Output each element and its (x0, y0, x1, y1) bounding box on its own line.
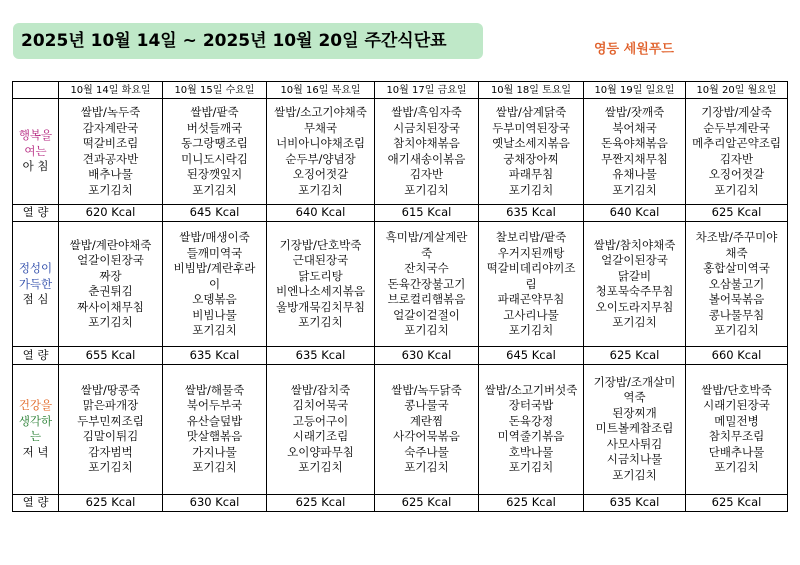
menu-item: 기장밥/단호박죽 (279, 237, 362, 252)
meal-label-line: 생각하 (18, 413, 53, 428)
calorie-value: 625 Kcal (686, 494, 788, 511)
menu-cell (479, 222, 584, 347)
menu-item: 쌀밥/잣깨죽 (604, 105, 665, 119)
menu-item: 북어두부국 (186, 398, 243, 413)
menu-item: 시금치된장국 (393, 120, 460, 135)
menu-item: 장터국밥 (508, 398, 554, 413)
menu-item: 단배추나물 (708, 444, 765, 459)
menu-item: 쌀밥/매생이죽 (179, 230, 250, 245)
menu-item: 오삼불고기 (708, 276, 765, 291)
menu-item: 고사리나물 (503, 307, 559, 322)
calorie-label: 열 량 (13, 494, 59, 511)
menu-item: 쌀밥/소고기야채죽 (274, 105, 367, 119)
company-name: 영등 세원푸드 (594, 42, 674, 57)
menu-item: 포기김치 (404, 182, 449, 197)
menu-item: 포기김치 (714, 460, 759, 475)
menu-item: 떡갈비조림 (82, 136, 139, 150)
menu-item: 근대된장국 (292, 253, 349, 268)
menu-cell (267, 364, 375, 494)
menu-item: 오이양파무침 (287, 444, 354, 459)
menu-item: 쌀밥/잡치죽 (290, 382, 351, 397)
menu-item: 포기김치 (612, 315, 657, 330)
menu-item: 포기김치 (88, 182, 133, 197)
menu-item: 김치어묵국 (292, 398, 349, 413)
dinner-row (13, 364, 788, 494)
menu-item: 춘권튀김 (88, 284, 133, 299)
menu-item: 김자반 (719, 151, 754, 166)
menu-item: 무짠지채무침 (601, 151, 668, 166)
menu-item: 콩나물국 (404, 398, 449, 413)
menu-item: 떡갈비데리야끼조 (486, 261, 576, 276)
menu-item: 두부민찌조림 (77, 413, 144, 428)
lunch-calorie-row (13, 347, 788, 364)
meal-label-line: 가득한 (18, 276, 53, 291)
menu-item: 시금치나물 (606, 452, 663, 467)
menu-item: 비엔나소세지볶음 (276, 284, 365, 299)
menu-item: 쌀밥/팥죽 (190, 105, 239, 119)
calorie-value: 635 Kcal (163, 347, 267, 364)
calorie-value: 625 Kcal (479, 494, 584, 511)
weekly-menu-table (12, 81, 788, 512)
menu-item: 죽 (420, 245, 433, 260)
calorie-value: 645 Kcal (479, 347, 584, 364)
menu-item: 맑은파개장 (82, 398, 139, 413)
menu-cell (163, 364, 267, 494)
menu-item: 돈육강정 (508, 413, 554, 428)
menu-item: 메추리알곤약조림 (692, 136, 781, 150)
day-header: 10월 19일 일요일 (584, 82, 686, 99)
menu-item: 얼갈이겉절이 (393, 307, 460, 322)
breakfast-calorie-row (13, 205, 788, 222)
menu-cell (479, 364, 584, 494)
menu-item: 미니도시락김 (181, 151, 248, 166)
menu-item: 닭갈비 (617, 268, 652, 283)
breakfast-row (13, 99, 788, 205)
menu-item: 콩나물무침 (708, 307, 765, 322)
menu-item: 오징어젓갈 (708, 167, 765, 181)
menu-item: 닭도리탕 (298, 268, 343, 283)
menu-item: 기장밥/조개살미 (593, 374, 676, 389)
meal-label-line: 점 심 (22, 292, 49, 307)
menu-item: 사모사튀김 (606, 436, 663, 451)
menu-item: 얼갈이된장국 (601, 253, 668, 268)
meal-label-line: 건강을 (18, 398, 53, 413)
menu-cell (375, 222, 479, 347)
meal-label-line: 저 녁 (22, 444, 49, 459)
calorie-value: 655 Kcal (59, 347, 163, 364)
menu-item: 돈육야채볶음 (601, 136, 668, 150)
menu-item: 참치무조림 (708, 429, 765, 444)
corner-cell (13, 82, 59, 99)
meal-label-line: 아 침 (22, 159, 49, 174)
menu-cell (479, 99, 584, 205)
menu-item: 쌀밥/참치야채죽 (593, 237, 676, 252)
menu-cell (59, 99, 163, 205)
menu-item: 포기김치 (192, 460, 237, 475)
menu-item: 배추나물 (88, 167, 133, 181)
menu-cell (267, 99, 375, 205)
menu-item: 쌀밥/해물죽 (184, 382, 245, 397)
menu-item: 옛날소세지볶음 (492, 136, 570, 150)
day-header: 10월 15일 수요일 (163, 82, 267, 99)
menu-item: 감자계란국 (82, 120, 139, 135)
menu-item: 김자반 (409, 167, 444, 181)
menu-item: 짜사이채무침 (77, 299, 144, 314)
menu-item: 포기김치 (508, 460, 554, 475)
calorie-value: 640 Kcal (584, 205, 686, 222)
menu-item: 오이도라지무침 (595, 299, 674, 314)
menu-item: 흑미밥/게살계란 (385, 230, 468, 245)
menu-item: 견과공자반 (82, 151, 139, 166)
menu-item: 쌀밥/삼계닭죽 (495, 105, 567, 119)
menu-cell (584, 99, 686, 205)
menu-item: 잔치국수 (404, 261, 449, 276)
menu-item: 포기김치 (404, 460, 449, 475)
menu-item: 우거지된깨탕 (497, 245, 565, 260)
lunch-row (13, 222, 788, 347)
menu-item: 이 (208, 276, 221, 291)
menu-cell (375, 99, 479, 205)
menu-cell (686, 99, 788, 205)
menu-item: 쌀밥/흑임자죽 (391, 105, 462, 119)
day-header: 10월 18일 토요일 (479, 82, 584, 99)
calorie-value: 625 Kcal (686, 205, 788, 222)
menu-item: 동그랑땡조림 (181, 136, 248, 150)
calorie-value: 640 Kcal (267, 205, 375, 222)
menu-item: 쌀밥/녹두죽 (80, 105, 141, 119)
menu-cell (267, 222, 375, 347)
menu-cell (59, 364, 163, 494)
menu-item: 청포묵숙주무침 (595, 284, 674, 299)
dinner-calorie-row (13, 494, 788, 511)
menu-item: 포기김치 (298, 182, 343, 197)
calorie-value: 630 Kcal (163, 494, 267, 511)
calorie-value: 625 Kcal (584, 347, 686, 364)
day-header: 10월 20일 월요일 (686, 82, 788, 99)
menu-item: 비빔나물 (192, 307, 237, 322)
page-title: 2025년 10월 14일 ~ 2025년 10월 20일 주간식단표 (13, 23, 483, 59)
day-header: 10월 17일 금요일 (375, 82, 479, 99)
menu-item: 계란찜 (409, 413, 444, 428)
calorie-label: 열 량 (13, 347, 59, 364)
calorie-value: 630 Kcal (375, 347, 479, 364)
menu-item: 포기김치 (298, 460, 343, 475)
menu-item: 너비아니야채조림 (276, 136, 365, 150)
meal-label-line: 정성이 (18, 261, 53, 276)
menu-item: 파래무침 (508, 167, 554, 181)
calorie-value: 625 Kcal (375, 494, 479, 511)
meal-label-line: 여는 (24, 143, 47, 158)
menu-item: 역죽 (623, 390, 646, 405)
lunch-label (13, 222, 59, 347)
menu-item: 포기김치 (508, 323, 554, 338)
calorie-value: 635 Kcal (479, 205, 584, 222)
calorie-label: 열 량 (13, 205, 59, 222)
menu-cell (584, 222, 686, 347)
menu-cell (59, 222, 163, 347)
calorie-value: 635 Kcal (267, 347, 375, 364)
menu-cell (163, 99, 267, 205)
menu-cell (584, 364, 686, 494)
menu-item: 감자범벅 (88, 444, 133, 459)
menu-item: 가지나물 (192, 444, 237, 459)
menu-item: 쌀밥/소고기버섯죽 (484, 382, 578, 397)
menu-item: 사각어묵볶음 (393, 429, 460, 444)
header-row (13, 82, 788, 99)
menu-item: 된장깻잎지 (186, 167, 243, 181)
menu-item: 오뎅볶음 (192, 292, 237, 307)
menu-item: 애기새송이볶음 (387, 151, 466, 166)
menu-item: 브로컬리햄볶음 (387, 292, 466, 307)
menu-cell (686, 364, 788, 494)
menu-item: 채죽 (725, 245, 748, 260)
day-header: 10월 14일 화요일 (59, 82, 163, 99)
menu-item: 울방개묵김치무침 (276, 299, 365, 314)
calorie-value: 660 Kcal (686, 347, 788, 364)
menu-item: 비빔밥/계란후라 (173, 261, 256, 276)
menu-item: 호박나물 (508, 444, 554, 459)
menu-item: 쌀밥/계란야채죽 (69, 237, 152, 252)
menu-item: 순두부계란국 (703, 120, 770, 135)
menu-item: 포기김치 (192, 182, 237, 197)
menu-item: 두부미역된장국 (492, 120, 570, 135)
menu-item: 김말이튀김 (82, 429, 139, 444)
menu-item: 무채국 (303, 120, 338, 135)
menu-cell (163, 222, 267, 347)
menu-item: 시래기된장국 (703, 398, 770, 413)
menu-item: 포기김치 (508, 182, 554, 197)
menu-item: 파래곤약무침 (497, 292, 565, 307)
meal-label-line: 는 (29, 429, 42, 444)
menu-item: 홍합살미역국 (703, 261, 770, 276)
menu-item: 참치야채볶음 (393, 136, 460, 150)
menu-item: 찰보리밥/팥죽 (495, 230, 567, 245)
calorie-value: 625 Kcal (267, 494, 375, 511)
breakfast-label (13, 99, 59, 205)
menu-item: 돈육간장불고기 (387, 276, 466, 291)
menu-item: 오징어젓갈 (292, 167, 349, 181)
menu-item: 볼어묵볶음 (708, 292, 765, 307)
menu-item: 들깨미역국 (186, 245, 243, 260)
menu-item: 림 (525, 276, 537, 291)
dinner-label (13, 364, 59, 494)
menu-cell (686, 222, 788, 347)
menu-item: 유채나물 (612, 167, 657, 181)
calorie-value: 620 Kcal (59, 205, 163, 222)
calorie-value: 645 Kcal (163, 205, 267, 222)
menu-item: 얼갈이된장국 (77, 253, 144, 268)
day-header: 10월 16일 목요일 (267, 82, 375, 99)
menu-item: 미트볼케찹조림 (595, 421, 674, 436)
menu-item: 쌀밥/땅콩죽 (80, 382, 141, 397)
menu-item: 포기김치 (714, 323, 759, 338)
menu-item: 포기김치 (88, 315, 133, 330)
menu-item: 버섯들깨국 (186, 120, 243, 135)
menu-item: 포기김치 (714, 182, 759, 197)
menu-item: 짜장 (99, 268, 122, 283)
menu-item: 차조밥/주꾸미야 (695, 230, 778, 245)
calorie-value: 615 Kcal (375, 205, 479, 222)
menu-item: 메밀전병 (714, 413, 759, 428)
menu-item: 유산슬덮밥 (186, 413, 243, 428)
menu-item: 포기김치 (298, 315, 343, 330)
meal-label-line: 행복을 (18, 128, 53, 143)
menu-item: 숙주나물 (404, 444, 449, 459)
menu-item: 북어채국 (612, 120, 657, 135)
menu-item: 맛살햄볶음 (186, 429, 243, 444)
menu-item: 미역줄기볶음 (497, 429, 565, 444)
menu-item: 포기김치 (88, 460, 133, 475)
menu-item: 쌀밥/단호박죽 (701, 382, 772, 397)
menu-cell (375, 364, 479, 494)
menu-item: 포기김치 (404, 323, 449, 338)
menu-item: 기장밥/게살죽 (701, 105, 772, 119)
menu-item: 쌀밥/녹두닭죽 (391, 382, 462, 397)
menu-item: 포기김치 (192, 323, 237, 338)
menu-item: 순두부/양념장 (285, 151, 356, 166)
calorie-value: 625 Kcal (59, 494, 163, 511)
calorie-value: 635 Kcal (584, 494, 686, 511)
menu-item: 된장찌개 (612, 405, 657, 420)
menu-item: 포기김치 (612, 182, 657, 197)
menu-item: 시래기조림 (292, 429, 349, 444)
menu-item: 고등어구이 (292, 413, 349, 428)
menu-item: 궁채장아찌 (503, 151, 559, 166)
menu-item: 포기김치 (612, 467, 657, 482)
